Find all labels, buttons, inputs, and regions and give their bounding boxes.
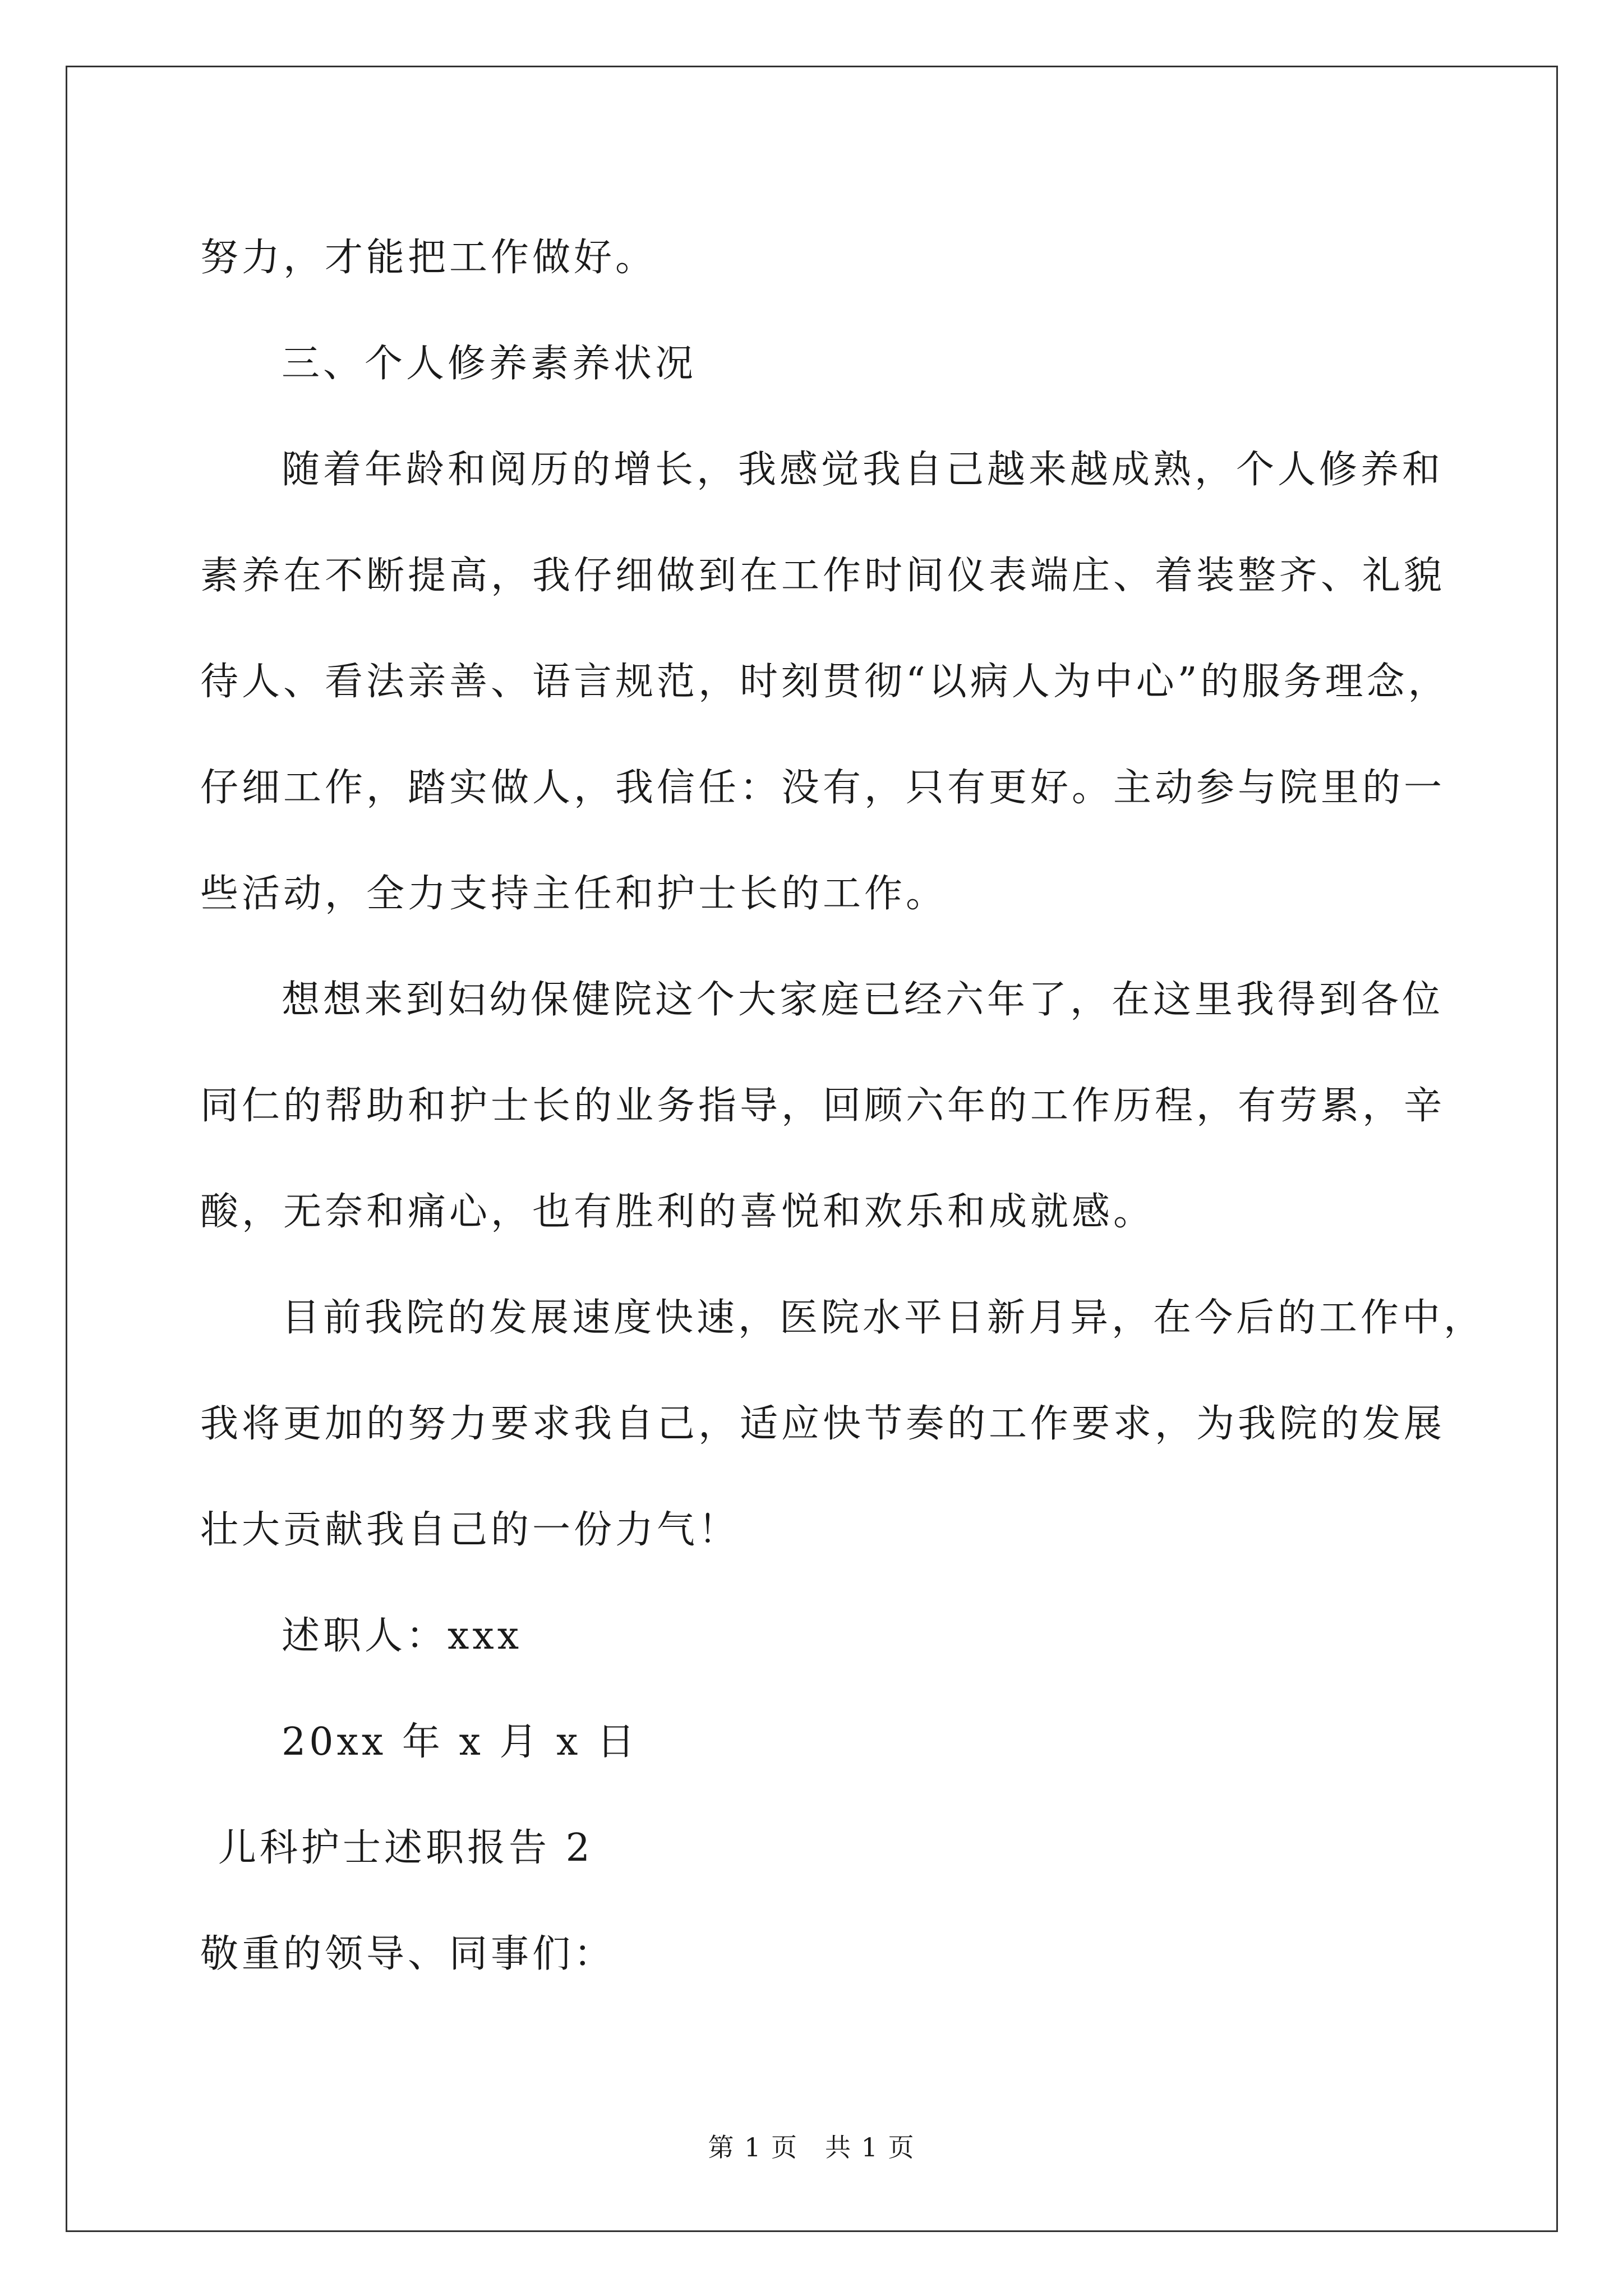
paragraph-line: 我将更加的努力要求我自己，适应快节奏的工作要求，为我院的发展 [200, 1402, 1446, 1446]
paragraph-line: 壮大贡献我自己的一份力气！ [200, 1508, 740, 1552]
signature-author: 述职人：xxx [282, 1614, 523, 1658]
paragraph-line: 努力，才能把工作做好。 [200, 236, 657, 280]
report-title: 儿科护士述职报告 2 [218, 1826, 593, 1870]
paragraph-line: 待人、看法亲善、语言规范，时刻贯彻“以病人为中心”的服务理念， [200, 660, 1450, 704]
paragraph-line: 素养在不断提高，我仔细做到在工作时间仪表端庄、着装整齐、礼貌 [200, 554, 1446, 598]
signature-date: 20xx 年 x 月 x 日 [282, 1720, 639, 1764]
paragraph-line: 仔细工作，踏实做人，我信任：没有，只有更好。主动参与院里的一 [200, 766, 1446, 810]
page-footer: 第 1 页 共 1 页 [708, 2132, 915, 2162]
paragraph-line: 想想来到妇幼保健院这个大家庭已经六年了，在这里我得到各位 [282, 978, 1444, 1022]
document-body [200, 205, 1486, 2007]
paragraph-line: 同仁的帮助和护士长的业务指导，回顾六年的工作历程，有劳累，辛 [200, 1084, 1446, 1128]
paragraph-line: 目前我院的发展速度快速，医院水平日新月异，在今后的工作中， [282, 1296, 1486, 1340]
salutation: 敬重的领导、同事们： [200, 1932, 616, 1976]
paragraph-line: 些活动，全力支持主任和护士长的工作。 [200, 872, 948, 916]
section-heading: 三、个人修养素养状况 [282, 342, 697, 386]
paragraph-line: 酸，无奈和痛心，也有胜利的喜悦和欢乐和成就感。 [200, 1190, 1155, 1234]
paragraph-line: 随着年龄和阅历的增长，我感觉我自己越来越成熟，个人修养和 [282, 448, 1444, 492]
